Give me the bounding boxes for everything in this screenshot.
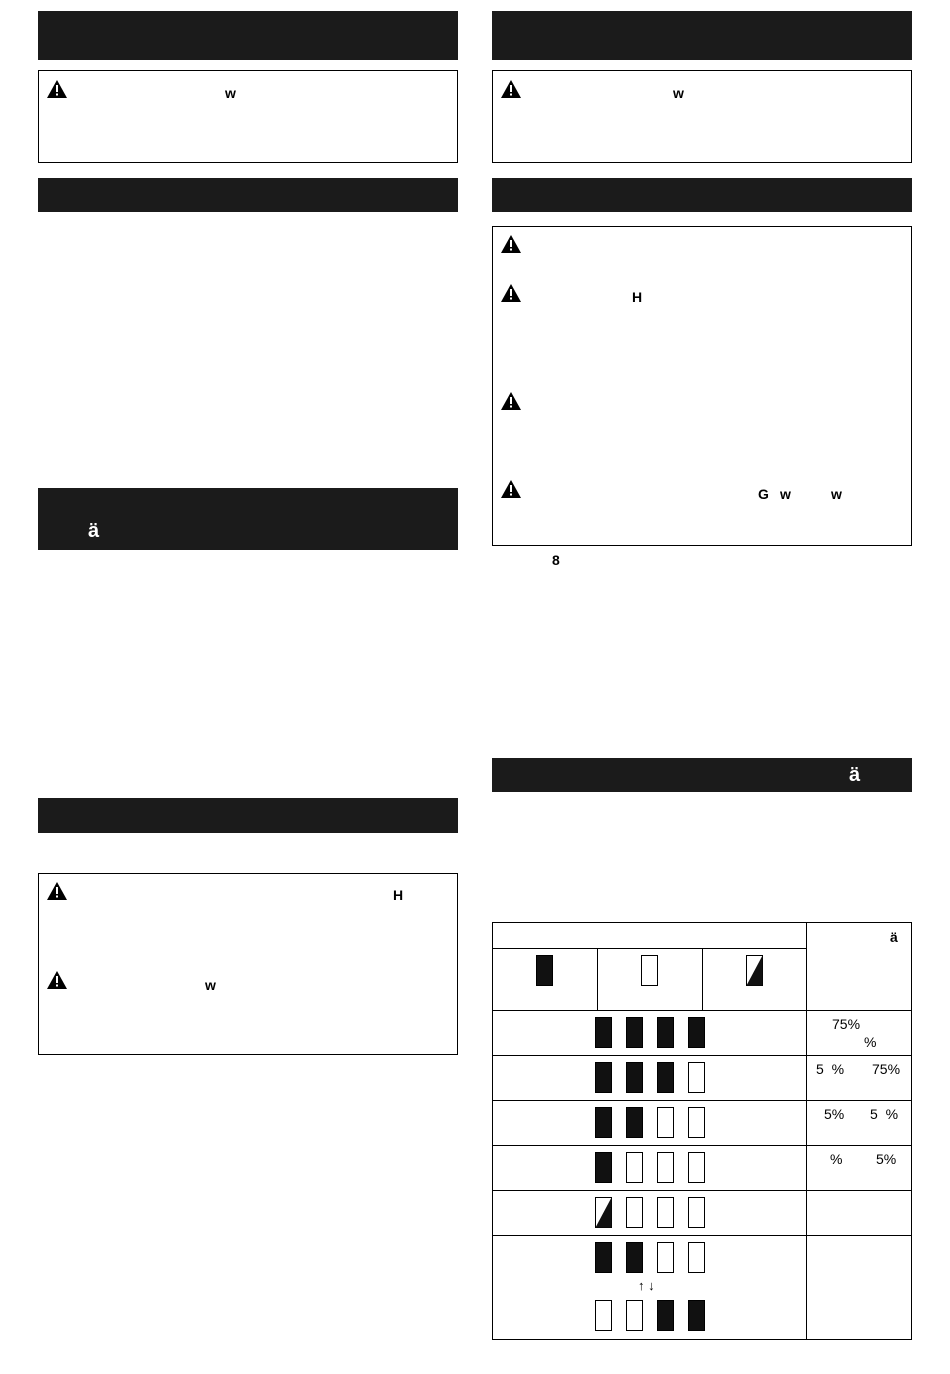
warning-icon: [46, 881, 68, 901]
lamp-lit: [688, 1300, 705, 1331]
right-heading-bar-1: [492, 11, 912, 60]
lamp-lit: [657, 1062, 674, 1093]
left-heading-bar-2: [38, 178, 458, 212]
lamp-off: [657, 1152, 674, 1183]
indicator-table: [492, 922, 912, 1340]
lamp-off: [688, 1242, 705, 1273]
lamp-blinking: [595, 1197, 612, 1228]
row-line: [492, 1010, 912, 1011]
right-box2-warn4-letter-2: w: [780, 486, 791, 502]
lamp-lit: [626, 1017, 643, 1048]
remaining-capacity-text: 75%: [872, 1061, 901, 1077]
row-line: [492, 1235, 912, 1236]
lamp-off: [626, 1152, 643, 1183]
left-box1-letter: w: [225, 85, 236, 101]
legend-off-lamp: [641, 955, 658, 986]
left-heading-bar-4: [38, 798, 458, 833]
legend-divider-2: [702, 948, 703, 1010]
lamp-lit: [657, 1300, 674, 1331]
lamp-off: [657, 1197, 674, 1228]
lamp-lit: [626, 1062, 643, 1093]
right-warning-box-1: [492, 70, 912, 163]
warning-icon: [500, 391, 522, 411]
remaining-capacity-text: 5%: [824, 1106, 845, 1122]
lamp-lit: [595, 1107, 612, 1138]
left-box2-warn2-letter: w: [205, 977, 216, 993]
step-number: 8: [552, 552, 560, 568]
lamp-off: [688, 1107, 705, 1138]
right-box2-warn2-letter: H: [632, 289, 643, 305]
legend-lit-lamp: [536, 955, 553, 986]
remaining-capacity-text: 75%: [832, 1016, 861, 1032]
left-warning-box-2: [38, 873, 458, 1055]
lamp-lit: [595, 1152, 612, 1183]
row-line: [492, 1145, 912, 1146]
remaining-capacity-text: 5 %: [870, 1106, 899, 1122]
warning-icon: [500, 234, 522, 254]
lamp-lit: [595, 1242, 612, 1273]
arrows-up-down: ↑ ↓: [638, 1278, 655, 1293]
right-bar3-letter: ä: [849, 764, 861, 786]
remaining-capacity-text: %: [830, 1151, 843, 1167]
lamp-lit: [626, 1107, 643, 1138]
remaining-capacity-text: 5%: [876, 1151, 897, 1167]
lamp-off: [688, 1197, 705, 1228]
lamp-off: [688, 1152, 705, 1183]
lamp-lit: [688, 1017, 705, 1048]
left-bar3-letter: ä: [88, 520, 100, 542]
legend-blinking-lamp: [746, 955, 763, 986]
right-box2-warn4-letter-3: w: [831, 486, 842, 502]
lamp-lit: [657, 1017, 674, 1048]
remaining-capacity-text: %: [864, 1034, 877, 1050]
lamp-lit: [626, 1242, 643, 1273]
table-header-line: [492, 948, 807, 949]
warning-icon: [46, 970, 68, 990]
right-heading-bar-2: [492, 178, 912, 212]
left-heading-bar-3: [38, 488, 458, 550]
row-line: [492, 1055, 912, 1056]
left-box2-warn1-letter: H: [393, 887, 404, 903]
left-warning-box-1: [38, 70, 458, 163]
warning-icon: [500, 283, 522, 303]
legend-divider-1: [597, 948, 598, 1010]
row-line: [492, 1100, 912, 1101]
lamp-off: [595, 1300, 612, 1331]
right-warning-box-2: [492, 226, 912, 546]
right-box2-warn4-letter-1: G: [758, 486, 769, 502]
right-heading-bar-3: [492, 758, 912, 792]
lamp-off: [626, 1300, 643, 1331]
lamp-off: [657, 1242, 674, 1273]
table-divider-vertical: [806, 922, 807, 1340]
warning-icon: [500, 79, 522, 99]
row-line: [492, 1190, 912, 1191]
warning-icon: [500, 479, 522, 499]
lamp-off: [688, 1062, 705, 1093]
lamp-off: [626, 1197, 643, 1228]
right-box1-letter: w: [673, 85, 684, 101]
remaining-capacity-text: 5 %: [816, 1061, 845, 1077]
lamp-off: [657, 1107, 674, 1138]
lamp-lit: [595, 1062, 612, 1093]
lamp-lit: [595, 1017, 612, 1048]
table-header-right: ä: [890, 929, 898, 945]
warning-icon: [46, 79, 68, 99]
left-heading-bar-1: [38, 11, 458, 60]
